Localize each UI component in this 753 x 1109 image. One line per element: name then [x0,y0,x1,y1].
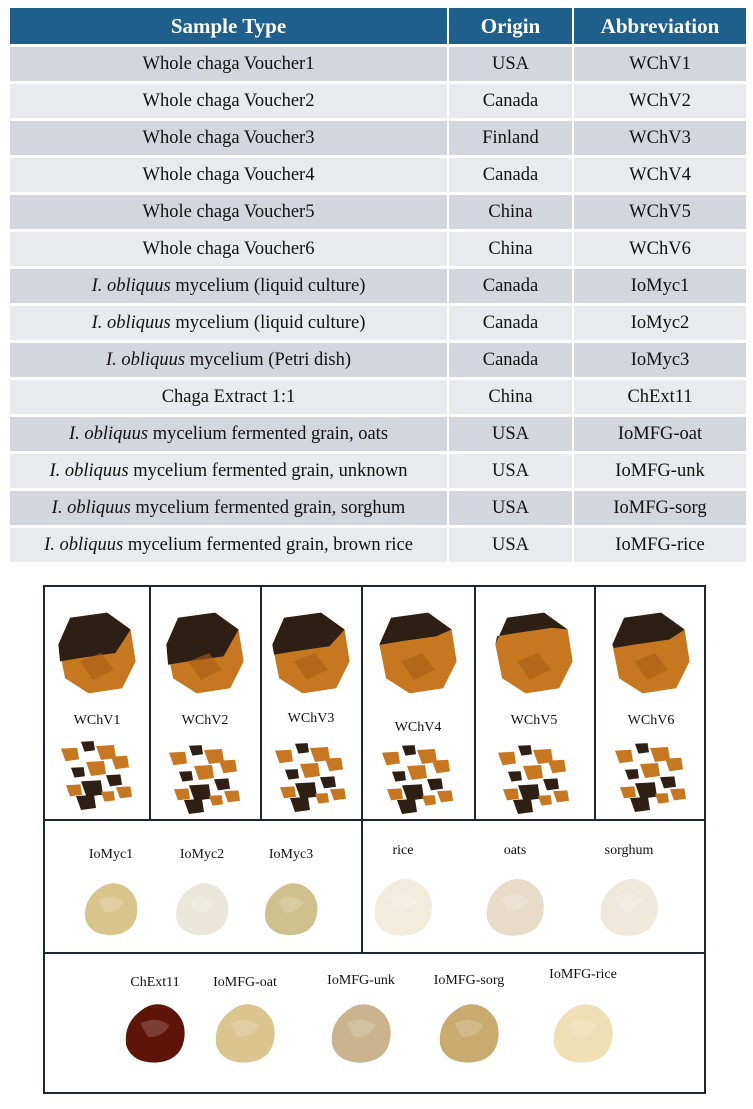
grain-label: oats [503,843,527,858]
cell-sample-type [10,46,448,83]
chaga-pieces-wchv1 [58,736,136,810]
powder-iomfg-rice [546,995,620,1067]
powder-chext11 [118,995,192,1067]
cell-origin: Finland [448,120,573,157]
table-row [10,416,746,453]
panel-divider [594,587,596,819]
cell-abbreviation: WChV4 [573,157,746,194]
powder-iomfg-sorg [432,995,506,1067]
table-header [10,8,746,46]
grain-label: rice [392,843,414,858]
cell-origin: Canada [448,83,573,120]
species-name: I. obliquus [51,497,131,518]
cell-abbreviation: WChV5 [573,194,746,231]
cell-origin: Canada [448,305,573,342]
cell-abbreviation: IoMFG-sorg [573,490,746,527]
panel-divider [361,587,363,819]
species-name: I. obliquus [68,423,149,444]
cell-sample-type [10,120,448,157]
sample-description: mycelium fermented grain, unknown [128,460,408,481]
table-row [10,453,746,490]
chunk-label: WChV1 [73,713,121,728]
chaga-chunk-wchv2 [163,607,247,699]
sample-description: mycelium (liquid culture) [170,312,366,333]
cell-sample-type [10,194,448,231]
panel-divider [260,587,262,819]
panel-divider [45,952,704,954]
cell-origin: Canada [448,268,573,305]
sample-description: mycelium fermented grain, oats [148,423,389,444]
cell-origin: USA [448,527,573,563]
cell-sample-type [10,453,448,490]
mycelium-label: IoMyc2 [179,847,225,862]
sample-description: Whole chaga Voucher3 [142,127,315,148]
mycelium-label: IoMyc3 [268,847,314,862]
cell-origin: Canada [448,342,573,379]
cell-abbreviation: WChV3 [573,120,746,157]
cell-sample-type [10,305,448,342]
sample-description: Chaga Extract 1:1 [161,386,296,407]
table-row [10,268,746,305]
species-name: I. obliquus [91,275,171,296]
chaga-chunk-wchv5 [492,607,576,699]
species-name: I. obliquus [105,349,186,370]
powder-oats [473,870,557,940]
sample-description: mycelium (liquid culture) [170,275,366,296]
sample-description: Whole chaga Voucher2 [142,90,315,111]
cell-sample-type [10,83,448,120]
cell-abbreviation: WChV6 [573,231,746,268]
table-row [10,490,746,527]
chunk-label: WChV5 [510,713,558,728]
chunk-label: WChV4 [394,720,442,735]
product-label: ChExt11 [130,975,180,990]
chaga-pieces-wchv5 [495,740,573,814]
sample-description: Whole chaga Voucher6 [142,238,315,259]
sample-description: Whole chaga Voucher4 [142,164,315,185]
header-origin: Origin [448,8,573,46]
cell-sample-type [10,416,448,453]
cell-abbreviation: IoMFG-oat [573,416,746,453]
powder-rice [361,870,445,940]
powder-iomfg-oat [208,995,282,1067]
product-label: IoMFG-unk [327,973,395,988]
powder-iomfg-unk [324,995,398,1067]
chunk-label: WChV3 [287,711,335,726]
cell-origin: China [448,194,573,231]
cell-abbreviation: IoMyc2 [573,305,746,342]
cell-abbreviation: IoMFG-unk [573,453,746,490]
cell-abbreviation: WChV2 [573,83,746,120]
product-label: IoMFG-rice [549,967,617,982]
chaga-chunk-wchv3 [269,607,353,699]
header-sample-type: Sample Type [10,8,448,46]
cell-abbreviation: IoMyc1 [573,268,746,305]
panel-divider [474,587,476,819]
chunk-label: WChV6 [627,713,675,728]
cell-sample-type [10,527,448,563]
cell-origin: China [448,231,573,268]
chaga-pieces-wchv4 [379,740,457,814]
table-row [10,527,746,563]
grain-label: sorghum [604,843,654,858]
cell-sample-type [10,231,448,268]
cell-abbreviation: ChExt11 [573,379,746,416]
cell-origin: USA [448,46,573,83]
cell-origin: USA [448,416,573,453]
powder-iomyc3 [258,875,324,939]
cell-sample-type [10,157,448,194]
table-row [10,379,746,416]
table-row [10,120,746,157]
chaga-chunk-wchv4 [376,607,460,699]
table-row [10,342,746,379]
sample-description: Whole chaga Voucher1 [142,53,315,74]
sample-description: mycelium fermented grain, sorghum [130,497,406,518]
cell-origin: Canada [448,157,573,194]
chaga-pieces-wchv3 [272,738,350,812]
table-row [10,231,746,268]
chaga-chunk-wchv6 [609,607,693,699]
cell-sample-type [10,342,448,379]
species-name: I. obliquus [44,534,124,555]
panel-divider [149,587,151,819]
table-row [10,194,746,231]
chaga-chunk-wchv1 [55,607,139,699]
cell-abbreviation: WChV1 [573,46,746,83]
mycelium-label: IoMyc1 [88,847,134,862]
cell-sample-type [10,268,448,305]
table-row [10,305,746,342]
chunk-label: WChV2 [181,713,229,728]
sample-description: Whole chaga Voucher5 [142,201,315,222]
cell-origin: China [448,379,573,416]
species-name: I. obliquus [91,312,171,333]
table-body [10,46,746,563]
cell-origin: USA [448,490,573,527]
table-row [10,157,746,194]
sample-description: mycelium (Petri dish) [185,349,352,370]
powder-sorghum [587,870,671,940]
chaga-pieces-wchv2 [166,740,244,814]
cell-abbreviation: IoMyc3 [573,342,746,379]
product-label: IoMFG-oat [213,975,277,990]
sample-photo-figure [43,585,706,1094]
header-abbreviation: Abbreviation [573,8,746,46]
cell-origin: USA [448,453,573,490]
table-row [10,83,746,120]
species-name: I. obliquus [49,460,129,481]
powder-iomyc2 [169,875,235,939]
cell-sample-type [10,490,448,527]
cell-abbreviation: IoMFG-rice [573,527,746,563]
cell-sample-type [10,379,448,416]
chaga-pieces-wchv6 [612,738,690,812]
sample-table [10,8,746,562]
powder-iomyc1 [78,875,144,939]
panel-divider [45,819,704,821]
product-label: IoMFG-sorg [433,973,505,988]
table-row [10,46,746,83]
sample-description: mycelium fermented grain, brown rice [123,534,413,555]
